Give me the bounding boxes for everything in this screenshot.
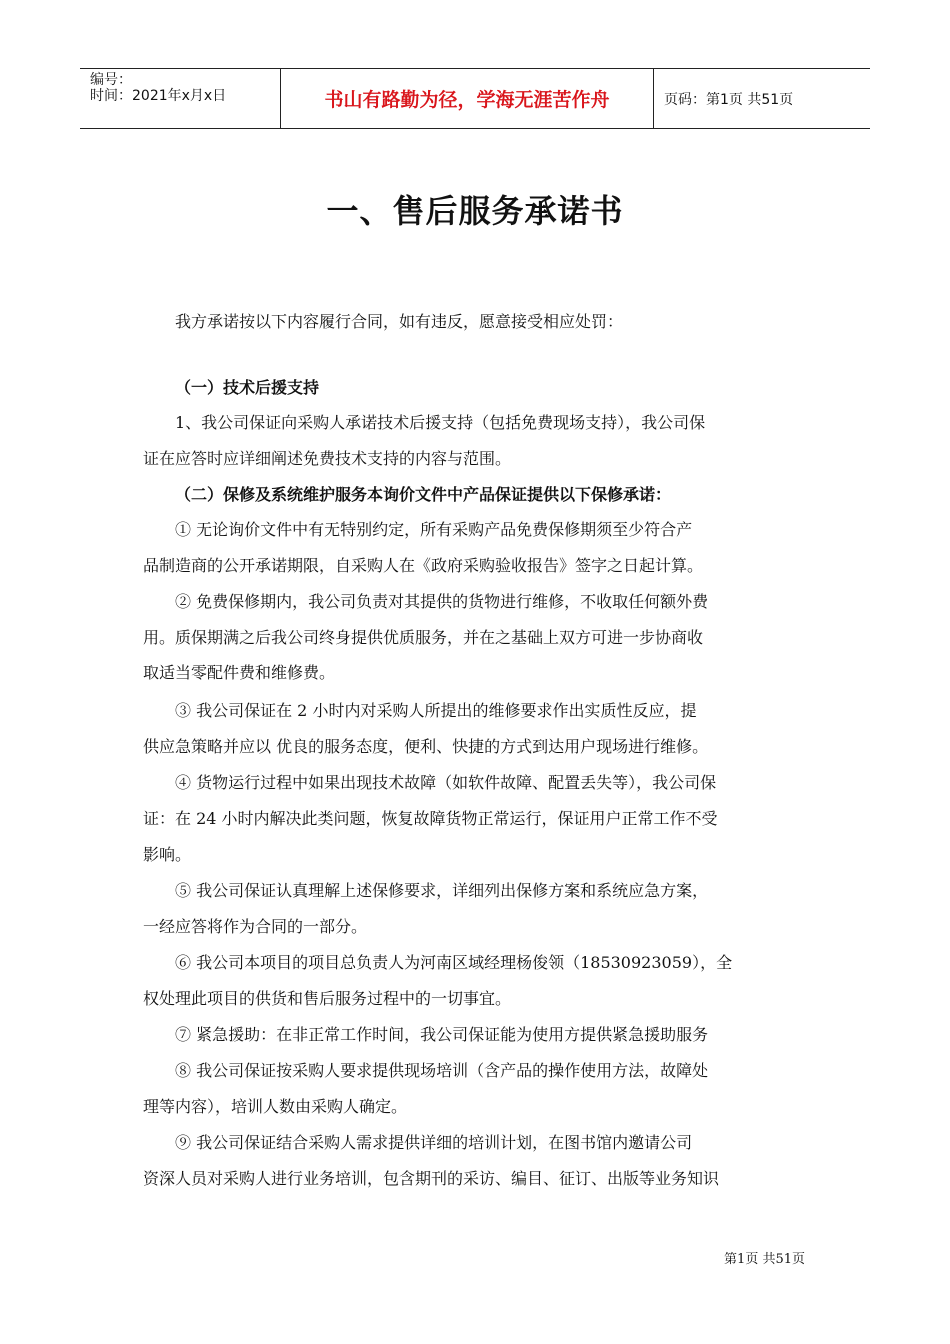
body-line: ⑧ 我公司保证按采购人要求提供现场培训（含产品的操作使用方法，故障处 — [175, 1061, 709, 1080]
header-meta — [80, 69, 281, 128]
page-footer-number: 第1页 共51页 — [724, 1252, 805, 1267]
intro-paragraph: 我方承诺按以下内容履行合同，如有违反，愿意接受相应处罚： — [175, 312, 624, 331]
body-line: 理等内容），培训人数由采购人确定。 — [143, 1097, 408, 1116]
body-line: 1、我公司保证向采购人承诺技术后援支持（包括免费现场支持），我公司保 — [175, 413, 706, 432]
body-line: 一经应答将作为合同的一部分。 — [143, 917, 368, 936]
body-line: ⑨ 我公司保证结合采购人需求提供详细的培训计划，在图书馆内邀请公司 — [175, 1133, 693, 1152]
body-line: ② 免费保修期内，我公司负责对其提供的货物进行维修，不收取任何额外费 — [175, 592, 709, 611]
document-number-label: 编号： — [90, 72, 132, 88]
document-time-label: 时间：2021年x月x日 — [90, 88, 227, 104]
document-title: 一、售后服务承诺书 — [326, 192, 624, 230]
body-line: ⑤ 我公司保证认真理解上述保修要求，详细列出保修方案和系统应急方案， — [175, 881, 709, 900]
section-heading-technical-support: （一）技术后援支持 — [175, 378, 320, 397]
body-line: 资深人员对采购人进行业务培训，包含期刊的采访、编目、征订、出版等业务知识 — [143, 1169, 720, 1188]
header-page-number: 页码：第1页 共51页 — [664, 91, 794, 108]
body-line: ① 无论询价文件中有无特别约定，所有采购产品免费保修期须至少符合产 — [175, 520, 693, 539]
body-line: ⑥ 我公司本项目的项目总负责人为河南区域经理杨俊领（18530923059），全 — [175, 953, 733, 972]
body-line: ⑦ 紧急援助：在非正常工作时间，我公司保证能为使用方提供紧急援助服务 — [175, 1025, 709, 1044]
section-heading-warranty: （二）保修及系统维护服务本询价文件中产品保证提供以下保修承诺： — [175, 485, 672, 504]
body-line: 品制造商的公开承诺期限，自采购人在《政府采购验收报告》签字之日起计算。 — [143, 556, 704, 575]
body-line: 权处理此项目的供货和售后服务过程中的一切事宜。 — [143, 989, 512, 1008]
body-line: ③ 我公司保证在 2 小时内对采购人所提出的维修要求作出实质性反应，提 — [175, 701, 697, 720]
body-line: 影响。 — [143, 845, 192, 864]
body-line: ④ 货物运行过程中如果出现技术故障（如软件故障、配置丢失等），我公司保 — [175, 773, 717, 792]
body-line: 取适当零配件费和维修费。 — [143, 663, 336, 682]
body-line: 用。质保期满之后我公司终身提供优质服务，并在之基础上双方可进一步协商收 — [143, 628, 704, 647]
body-line: 供应急策略并应以 优良的服务态度，便利、快捷的方式到达用户现场进行维修。 — [143, 737, 709, 756]
body-line: 证：在 24 小时内解决此类问题，恢复故障货物正常运行，保证用户正常工作不受 — [143, 809, 718, 828]
body-line: 证在应答时应详细阐述免费技术支持的内容与范围。 — [143, 449, 512, 468]
header-motto: 书山有路勤为径，学海无涯苦作舟 — [281, 69, 654, 128]
page-header — [80, 68, 870, 129]
